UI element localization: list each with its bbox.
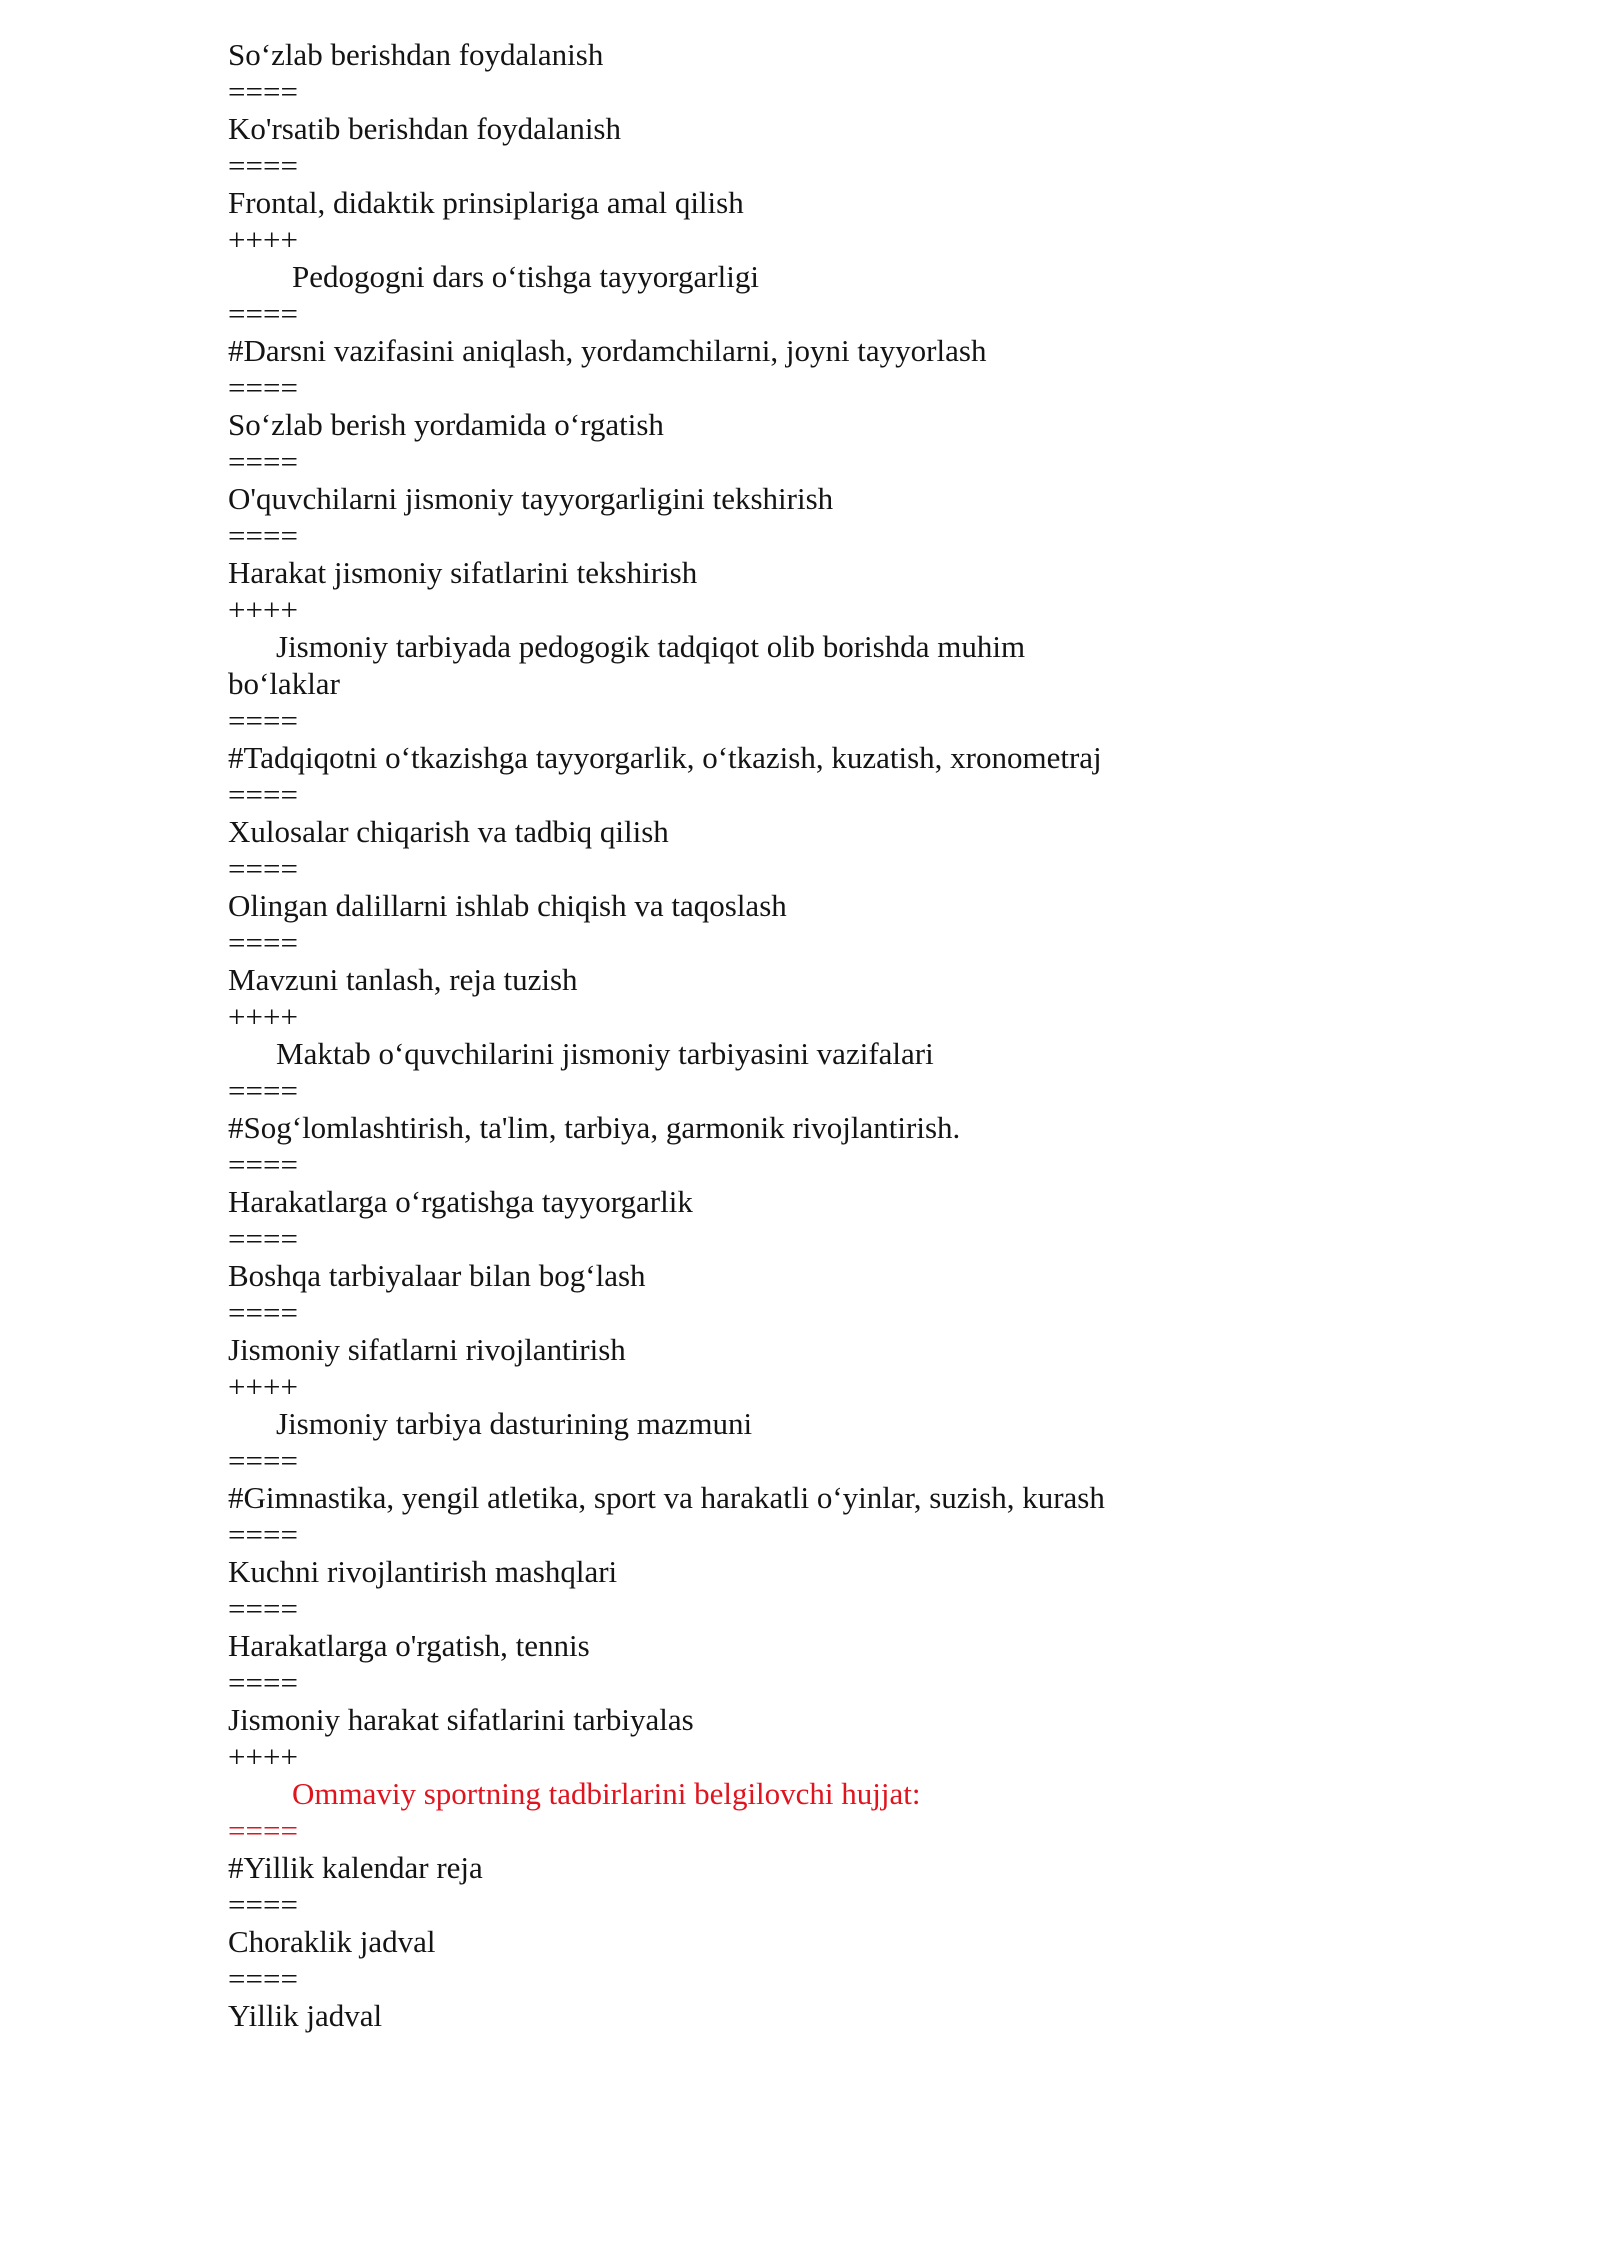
answer-option: Ko'rsatib berishdan foydalanish bbox=[228, 111, 621, 146]
answer-separator: ==== bbox=[228, 370, 298, 405]
correct-answer: #Darsni vazifasini aniqlash, yordamchilarni, joyni tayyorlash bbox=[228, 333, 987, 368]
answer-separator: ==== bbox=[228, 777, 298, 812]
question-text: Jismoniy tarbiya dasturining mazmuni bbox=[276, 1406, 753, 1441]
answer-separator: ==== bbox=[228, 851, 298, 886]
correct-answer: #Tadqiqotni o‘tkazishga tayyorgarlik, o‘tkazish, kuzatish, xronometraj bbox=[228, 740, 1102, 775]
correct-answer: #Sog‘lomlashtirish, ta'lim, tarbiya, garmonik rivojlantirish. bbox=[228, 1110, 961, 1145]
answer-option: Boshqa tarbiyalaar bilan bog‘lash bbox=[228, 1258, 646, 1293]
answer-separator: ==== bbox=[228, 1591, 298, 1626]
answer-separator: ==== bbox=[228, 925, 298, 960]
answer-option: Jismoniy harakat sifatlarini tarbiyalas bbox=[228, 1702, 694, 1737]
answer-separator: ==== bbox=[228, 444, 298, 479]
answer-option: Frontal, didaktik prinsiplariga amal qilish bbox=[228, 185, 744, 220]
answer-option: So‘zlab berish yordamida o‘rgatish bbox=[228, 407, 664, 442]
correct-answer: #Gimnastika, yengil atletika, sport va harakatli o‘yinlar, suzish, kurash bbox=[228, 1480, 1105, 1515]
document-body bbox=[228, 36, 1408, 2034]
answer-option: Yillik jadval bbox=[228, 1998, 383, 2033]
answer-option: Mavzuni tanlash, reja tuzish bbox=[228, 962, 578, 997]
answer-separator: ==== bbox=[228, 1517, 298, 1552]
answer-separator: ==== bbox=[228, 1887, 298, 1922]
answer-option: Harakatlarga o'rgatish, tennis bbox=[228, 1628, 590, 1663]
answer-separator: ==== bbox=[228, 1813, 298, 1848]
answer-separator: ==== bbox=[228, 518, 298, 553]
answer-option: Jismoniy sifatlarni rivojlantirish bbox=[228, 1332, 626, 1367]
answer-separator: ==== bbox=[228, 1665, 298, 1700]
question-separator: ++++ bbox=[228, 592, 298, 627]
answer-option: Xulosalar chiqarish va tadbiq qilish bbox=[228, 814, 669, 849]
answer-option: Olingan dalillarni ishlab chiqish va taqoslash bbox=[228, 888, 787, 923]
answer-option: Choraklik jadval bbox=[228, 1924, 436, 1959]
question-separator: ++++ bbox=[228, 999, 298, 1034]
answer-option: Kuchni rivojlantirish mashqlari bbox=[228, 1554, 618, 1589]
answer-option: So‘zlab berishdan foydalanish bbox=[228, 37, 604, 72]
question-separator: ++++ bbox=[228, 222, 298, 257]
question-separator: ++++ bbox=[228, 1369, 298, 1404]
question-text: Pedogogni dars o‘tishga tayyorgarligi bbox=[292, 259, 759, 294]
answer-separator: ==== bbox=[228, 296, 298, 331]
correct-answer: #Yillik kalendar reja bbox=[228, 1850, 483, 1885]
answer-separator: ==== bbox=[228, 1221, 298, 1256]
question-text: Jismoniy tarbiyada pedogogik tadqiqot olib borishda muhim bo‘laklar bbox=[228, 629, 1026, 701]
answer-separator: ==== bbox=[228, 1147, 298, 1182]
question-text: Ommaviy sportning tadbirlarini belgilovchi hujjat: bbox=[292, 1776, 921, 1811]
answer-separator: ==== bbox=[228, 74, 298, 109]
answer-separator: ==== bbox=[228, 1073, 298, 1108]
answer-option: Harakatlarga o‘rgatishga tayyorgarlik bbox=[228, 1184, 693, 1219]
question-separator: ++++ bbox=[228, 1739, 298, 1774]
answer-separator: ==== bbox=[228, 703, 298, 738]
answer-separator: ==== bbox=[228, 1443, 298, 1478]
answer-separator: ==== bbox=[228, 148, 298, 183]
answer-separator: ==== bbox=[228, 1295, 298, 1330]
answer-option: O'quvchilarni jismoniy tayyorgarligini tekshirish bbox=[228, 481, 834, 516]
answer-option: Harakat jismoniy sifatlarini tekshirish bbox=[228, 555, 698, 590]
question-text: Maktab o‘quvchilarini jismoniy tarbiyasini vazifalari bbox=[276, 1036, 934, 1071]
answer-separator: ==== bbox=[228, 1961, 298, 1996]
